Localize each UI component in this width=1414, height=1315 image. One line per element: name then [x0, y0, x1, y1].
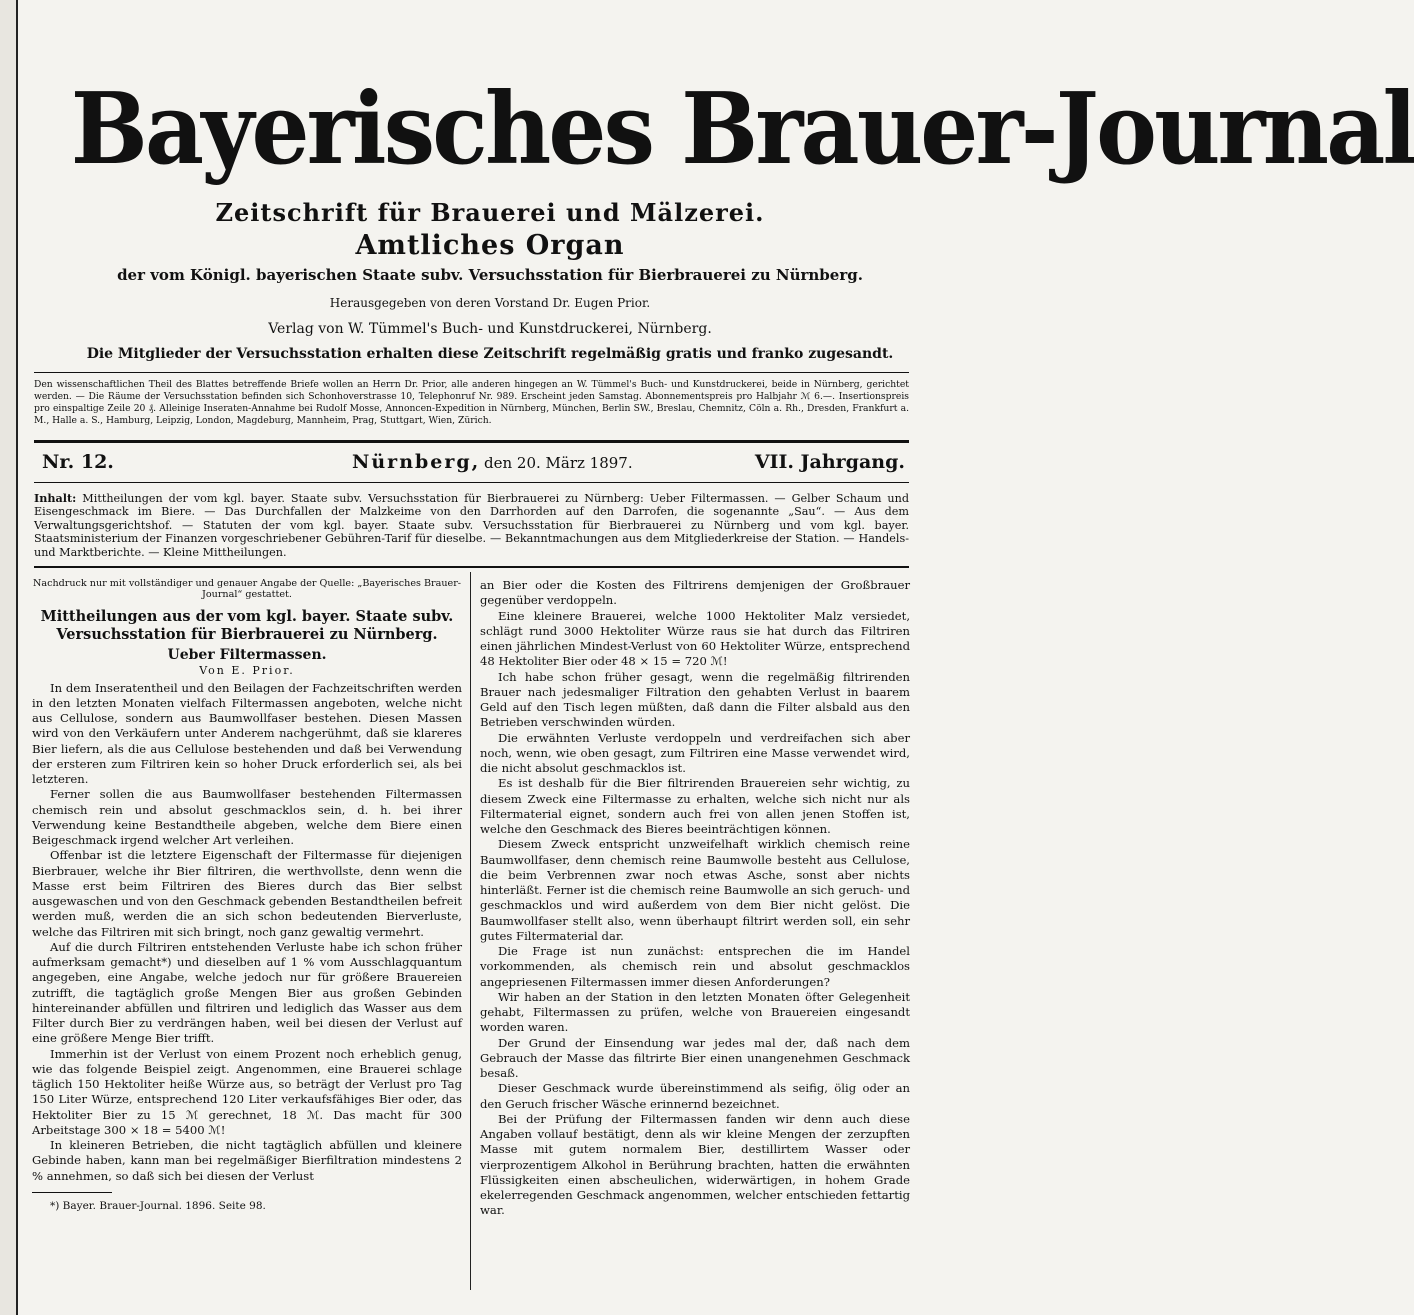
masthead-title: Bayerisches Brauer-Journal — [70, 72, 1414, 187]
footnote-rule — [32, 1192, 112, 1193]
paragraph: Bei der Prüfung der Filtermassen fanden wir denn auch diese Angaben vollauf bestätigt, denn als wir kleine Mengen der zerzupften Masse mit gutem normalem Bier, destillirtem Wasser oder vierprozentigem Alkohol in Berührung brachten, hatten die erwähnten Flüssigkeiten einen abscheulichen, widerwärtigen, in hohem Grade ekelerregenden Geschmack angenommen, welcher entschieden fettartig war. — [480, 1111, 910, 1218]
paragraph: an Bier oder die Kosten des Filtrirens demjenigen der Großbrauer gegenüber verdoppeln. — [480, 578, 910, 608]
paragraph: Auf die durch Filtriren entstehenden Verluste habe ich schon früher aufmerksam gemacht*) und dieselben auf 1 % vom Ausschlagquantum angegeben, eine Angabe, welche jedoch nur für größere Brauereien zutrifft, die tagtäglich große Mengen Bier aus großen Gebinden hintereinander abfüllen und filtriren und lediglich das Wasser aus dem Filter durch Bier zu verdrängen haben, weil bei diesen der Verlust auf eine größere Menge Bier trifft. — [32, 939, 462, 1046]
station-line: der vom Königl. bayerischen Staate subv. Versuchsstation für Bierbrauerei zu Nürnberg. — [117, 266, 863, 284]
rule-divider — [34, 372, 909, 373]
paragraph: Die erwähnten Verluste verdoppeln und verdreifachen sich aber noch, wenn, wie oben gesagt, zum Filtriren eine Masse verwendet wird, die nicht absolut geschmacklos ist. — [480, 730, 910, 775]
left-column — [32, 578, 462, 1214]
article-subtitle: Ueber Filtermassen. — [167, 647, 327, 663]
rule-divider — [34, 566, 909, 568]
issue-line — [34, 448, 909, 478]
masthead-subtitle: Zeitschrift für Brauerei und Mälzerei. — [215, 198, 765, 227]
paragraph: Die Frage ist nun zunächst: entsprechen die im Handel vorkommenden, als chemisch rein und absolut geschmacklos angepriesenen Filtermassen immer diesen Anforderungen? — [480, 944, 910, 989]
paragraph: Ich habe schon früher gesagt, wenn die regelmäßig filtrirenden Brauer nach jedesmaliger Filtration den gehabten Verlust in baarem Geld auf den Tisch legen müßten, daß dann die Filter alsbald aus den Betrieben verschwinden würden. — [480, 669, 910, 730]
toc-text: Mittheilungen der vom kgl. bayer. Staate subv. Versuchsstation für Bierbrauerei zu Nürnberg: Ueber Filtermassen. — Gelber Schaum und Eisengeschmack im Biere. — Das Durchfallen der Malzkeime von den Darrhorden auf den Darrofen, die sogenannte „Sau“. — Aus dem Verwaltungsgerichtshof. — Statuten der vom kgl. bayer. Staate subv. Versuchsstation für Bierbrauerei zu Nürnberg und vom kgl. bayer. Staatsministerium der Finanzen vorgeschriebener Gebühren-Tarif für dieselbe. — Bekanntmachungen aus dem Mitgliederkreise der Station. — Handels- und Marktberichte. — Kleine Mittheilungen. — [34, 492, 909, 559]
reprint-note: Nachdruck nur mit vollständiger und genauer Angabe der Quelle: „Bayerisches Brauer-Journal“ gestattet. — [32, 578, 462, 600]
column-divider — [470, 572, 471, 1290]
issue-number: Nr. 12. — [42, 451, 114, 473]
rule-divider — [34, 482, 909, 483]
right-column — [480, 578, 910, 1219]
paragraph: Diesem Zweck entspricht unzweifelhaft wirklich chemisch reine Baumwollfaser, denn chemisch reine Baumwolle besteht aus Cellulose, die beim Verbrennen zwar noch etwas Asche, sonst aber nichts hinterläßt. Ferner ist die chemisch reine Baumwolle an sich geruch- und geschmacklos und wird außerdem von dem Bier nicht gelöst. Die Baumwollfaser stellt also, wenn überhaupt filtrirt werden soll, ein sehr gutes Filtermaterial dar. — [480, 837, 910, 943]
table-of-contents — [34, 492, 909, 559]
paragraph: Dieser Geschmack wurde übereinstimmend als seifig, ölig oder an den Geruch frischer Wäsche erinnernd bezeichnet. — [480, 1081, 910, 1111]
paragraph: Ferner sollen die aus Baumwollfaser bestehenden Filtermassen chemisch rein und absolut geschmacklos sein, d. h. bei ihrer Verwendung keine Bestandtheile abgeben, welche dem Biere einen Beigeschmack irgend welcher Art verleihen. — [32, 787, 462, 847]
issue-date: den 20. März 1897. — [484, 454, 633, 472]
paragraph: Offenbar ist die letztere Eigenschaft der Filtermasse für diejenigen Bierbrauer, welche ihr Bier filtriren, die werthvollste, denn wenn die Masse erst beim Filtriren des Bieres durch das Bier selbst ausgewaschen und von den Geschmack gebenden Bestandtheilen befreit werden muß, werden die an sich schon bedeutenden Bierverluste, welche das Filtriren mit sich bringt, noch ganz gewaltig vermehrt. — [32, 848, 462, 939]
subscription-notice — [34, 379, 909, 427]
paragraph: Wir haben an der Station in den letzten Monaten öfter Gelegenheit gehabt, Filtermassen zu prüfen, welche von Brauereien eingesandt worden waren. — [480, 989, 910, 1035]
toc-label: Inhalt: — [34, 491, 77, 505]
article-title: Mittheilungen aus der vom kgl. bayer. Staate subv. Versuchsstation für Bierbrauerei zu Nürnberg. — [40, 608, 454, 643]
subscription-notice-text: Den wissenschaftlichen Theil des Blattes betreffende Briefe wollen an Herrn Dr. Prior, alle anderen hingegen an W. Tümmel's Buch- und Kunstdruckerei, beide in Nürnberg, gerichtet werden. — Die Räume der Versuchsstation befinden sich Schonhoverstrasse 10, Telephonruf Nr. 989. Erscheint jeden Samstag. Abonnementspreis pro Halbjahr ℳ 6.—. Insertionspreis pro einspaltige Zeile 20 ₰. Alleinige Inseraten-Annahme bei Rudolf Mosse, Annoncen-Expedition in Nürnberg, München, Berlin SW., Breslau, Chemnitz, Cöln a. Rh., Dresden, Frankfurt a. M., Halle a. S., Hamburg, Leipzig, London, Magdeburg, Mannheim, Prag, Stuttgart, Wien, Zürich. — [34, 379, 909, 426]
paragraph: Es ist deshalb für die Bier filtrirenden Brauereien sehr wichtig, zu diesem Zweck eine Filtermasse zu erhalten, welche sich nicht nur als Filtermaterial eignet, sondern auch frei von allen jenen Stoffen ist, welche den Geschmack des Bieres beeinträchtigen können. — [480, 776, 910, 836]
publisher-line: Verlag von W. Tümmel's Buch- und Kunstdruckerei, Nürnberg. — [268, 321, 712, 337]
paragraph: Eine kleinere Brauerei, welche 1000 Hektoliter Malz versiedet, schlägt rund 3000 Hektoliter Würze raus sie hat durch das Filtriren einen jährlichen Mindest-Verlust von 60 Hektoliter Würze, entsprechend 48 Hektoliter Bier oder 48 × 15 = 720 ℳ! — [480, 608, 910, 669]
paragraph: In kleineren Betrieben, die nicht tagtäglich abfüllen und kleinere Gebinde haben, kann man bei regelmäßiger Bierfiltration mindestens 2 % annehmen, so daß sich bei diesen der Verlust — [32, 1138, 462, 1183]
rule-divider — [34, 440, 909, 443]
paragraph: Der Grund der Einsendung war jedes mal der, daß nach dem Gebrauch der Masse das filtrirte Bier einen unangenehmen Geschmack besaß. — [480, 1035, 910, 1080]
official-organ-heading: Amtliches Organ — [355, 230, 625, 261]
members-notice: Die Mitglieder der Versuchsstation erhalten diese Zeitschrift regelmäßig gratis und franko zugesandt. — [86, 346, 894, 362]
issue-volume: VII. Jahrgang. — [754, 451, 905, 473]
binding-edge — [0, 0, 18, 1315]
article-byline: Von E. Prior. — [199, 664, 295, 678]
issue-city: Nürnberg, — [352, 451, 481, 473]
editor-line: Herausgegeben von deren Vorstand Dr. Eugen Prior. — [329, 296, 651, 310]
paragraph: Immerhin ist der Verlust von einem Prozent noch erheblich genug, wie das folgende Beispiel zeigt. Angenommen, eine Brauerei schlage täglich 150 Hektoliter heiße Würze aus, so beträgt der Verlust pro Tag 150 Liter Würze, entsprechend 120 Liter verkaufsfähiges Bier oder, das Hektoliter Bier zu 15 ℳ gerechnet, 18 ℳ. Das macht für 300 Arbeitstage 300 × 18 = 5400 ℳ! — [32, 1046, 462, 1137]
paragraph: In dem Inseratentheil und den Beilagen der Fachzeitschriften werden in den letzten Monaten vielfach Filtermassen angeboten, welche nicht aus Cellulose, sondern aus Baumwollfaser bestehen. Diesen Massen wird von den Verkäufern unter Anderem nachgerühmt, daß sie klareres Bier liefern, als die aus Cellulose bestehenden und daß bei Verwendung der ersteren zum Filtriren kein so hoher Druck erforderlich sei, als bei letzteren. — [32, 680, 462, 786]
footnote: *) Bayer. Brauer-Journal. 1896. Seite 98. — [50, 1199, 266, 1212]
